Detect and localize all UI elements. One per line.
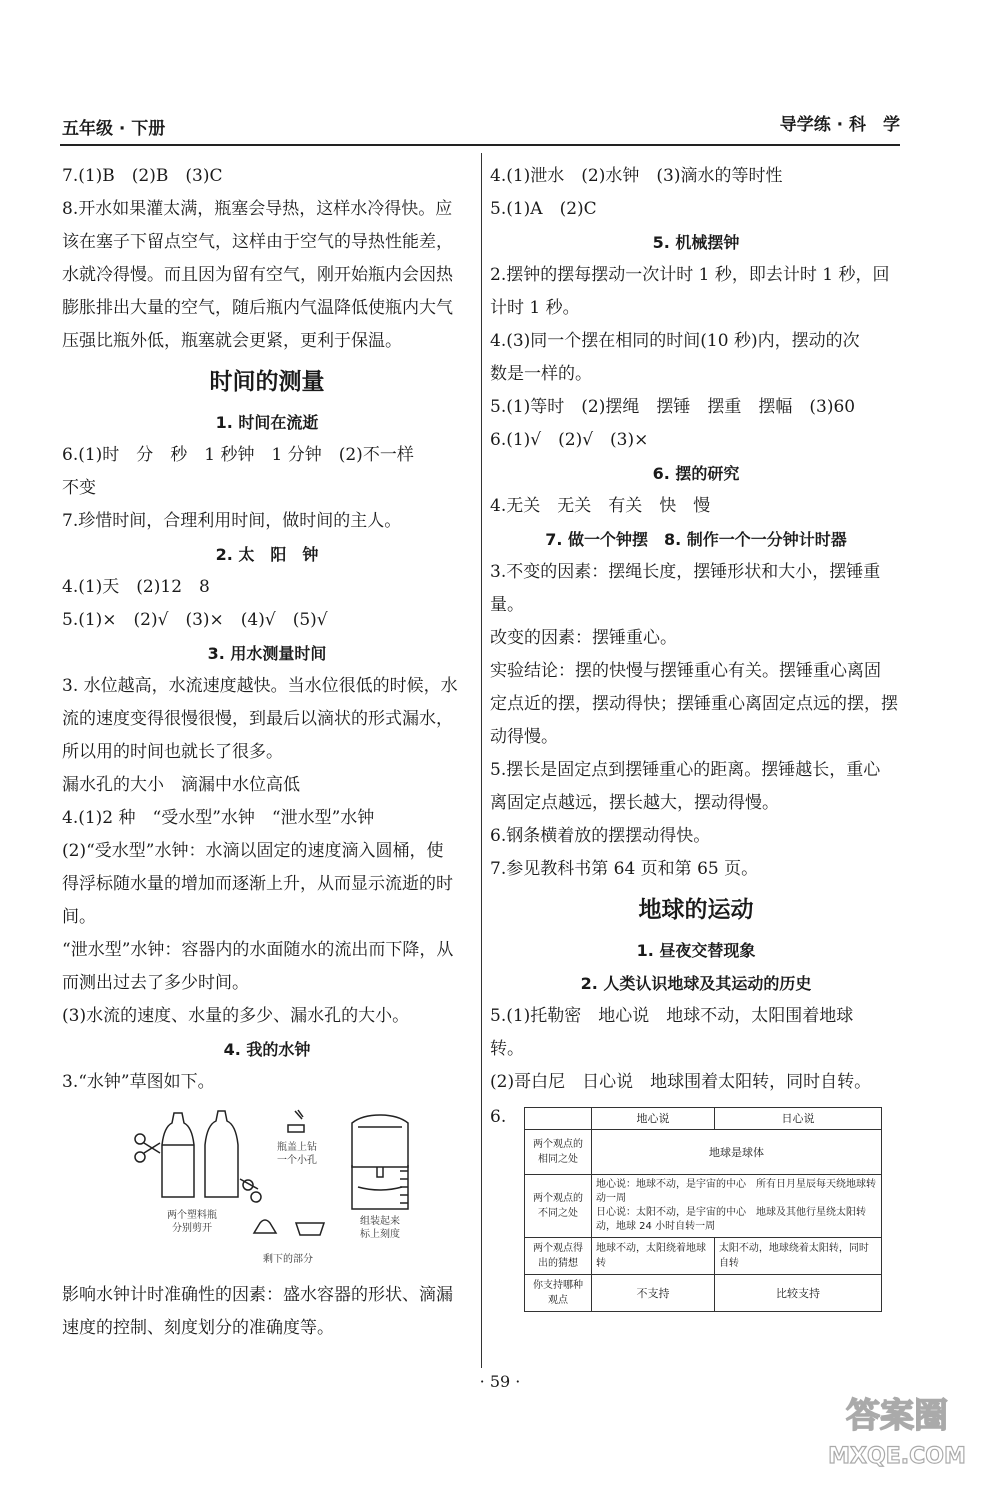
answer-line: 量。	[490, 595, 524, 615]
table-header-geocentric: 地心说	[592, 1108, 715, 1130]
comparison-table	[524, 1107, 882, 1312]
table-cell: 地球不动，太阳绕着地球转	[592, 1238, 715, 1275]
answer-line: 5.摆长是固定点到摆锤重心的距离。摆锤越长，重心	[490, 760, 881, 780]
table-row	[525, 1275, 882, 1312]
watermark-top: 答案圈	[846, 1396, 948, 1436]
answer-line: 7.(1)B (2)B (3)C	[62, 166, 223, 186]
header-rule	[60, 144, 900, 146]
table-header-heliocentric: 日心说	[714, 1108, 881, 1130]
answer-line: 4.(1)2 种 “受水型”水钟 “泄水型”水钟	[62, 808, 375, 828]
section-title-time: 时间的测量	[209, 369, 325, 395]
answer-line: 不变	[62, 478, 96, 498]
caption-leftover: 剩下的部分	[263, 1254, 313, 1265]
sketch-drawing	[62, 1105, 472, 1275]
answer-line: 2.摆钟的摆每摆动一次计时 1 秒，即去计时 1 秒，回	[490, 265, 890, 285]
table-cell: 地球是球体	[592, 1130, 882, 1175]
answer-line: 4.(1)泄水 (2)水钟 (3)滴水的等时性	[490, 166, 783, 186]
table-cell: 不支持	[592, 1275, 715, 1312]
answer-line: “泄水型”水钟：容器内的水面随水的流出而下降，从	[62, 940, 454, 960]
answer-line: 而测出过去了多少时间。	[62, 973, 249, 993]
page-number: · 59 ·	[479, 1372, 521, 1391]
lesson-title: 4. 我的水钟	[223, 1040, 311, 1059]
watermark-logo	[825, 1385, 970, 1475]
lesson-title: 3. 用水测量时间	[207, 644, 327, 663]
table-cell	[592, 1175, 882, 1238]
caption-drill-cap: 瓶盖上钻 一个小孔	[277, 1142, 317, 1166]
answer-line: 5.(1)A (2)C	[490, 199, 597, 219]
lesson-title: 7. 做一个钟摆 8. 制作一个一分钟计时器	[545, 530, 847, 549]
answer-line: 实验结论：摆的快慢与摆锤重心有关。摆锤重心离固	[490, 661, 881, 681]
comparison-table-block	[490, 1105, 902, 1340]
watermark-bottom: MXQE.COM	[828, 1444, 966, 1469]
answer-line: 改变的因素：摆锤重心。	[490, 628, 677, 648]
answer-line: (2)哥白尼 日心说 地球围着太阳转，同时自转。	[490, 1072, 872, 1092]
table-row-header: 两个观点的不同之处	[525, 1175, 592, 1238]
answer-line: (2)“受水型”水钟：水滴以固定的速度滴入圆桶，使	[62, 841, 444, 861]
header-subject: 导学练 · 科 学	[779, 115, 900, 135]
answer-line: 8.开水如果灌太满，瓶塞会导热，这样水冷得快。应	[62, 199, 453, 219]
answer-line: 3. 水位越高，水流速度越快。当水位很低的时候，水	[62, 676, 458, 696]
answer-line: 数是一样的。	[490, 364, 592, 384]
answer-line: 5.(1)× (2)√ (3)× (4)√ (5)√	[62, 610, 328, 630]
table-row	[525, 1130, 882, 1175]
answer-line: 流的速度变得很慢很慢，到最后以滴状的形式漏水，	[62, 709, 453, 729]
table-row	[525, 1238, 882, 1275]
answer-line: 压强比瓶外低，瓶塞就会更紧，更利于保温。	[62, 331, 402, 351]
lesson-title: 2. 人类认识地球及其运动的历史	[580, 974, 812, 993]
answer-line: 所以用的时间也就长了很多。	[62, 742, 283, 762]
answer-line: 影响水钟计时准确性的因素：盛水容器的形状、滴漏	[62, 1285, 453, 1305]
answer-line: 间。	[62, 907, 96, 927]
answer-line: 6.钢条横着放的摆摆动得快。	[490, 826, 711, 846]
answer-line: 4.无关 无关 有关 快 慢	[490, 496, 711, 516]
answer-line: 膨胀排出大量的空气，随后瓶内气温降低使瓶内大气	[62, 298, 453, 318]
lesson-title: 1. 时间在流逝	[215, 413, 319, 432]
lesson-title: 2. 太 阳 钟	[215, 545, 319, 564]
right-column	[490, 160, 902, 1340]
table-row-header: 两个观点得出的猜想	[525, 1238, 592, 1275]
left-column	[62, 160, 472, 1345]
heliocentric-view: 日心说：太阳不动，是宇宙的中心 地球及其他行星绕太阳转动，地球 24 小时自转一周	[596, 1207, 866, 1232]
answer-line: 离固定点越远，摆长越大，摆动得慢。	[490, 793, 779, 813]
answer-line: 5.(1)等时 (2)摆绳 摆锤 摆重 摆幅 (3)60	[490, 397, 856, 417]
answer-line: 得浮标随水量的增加而逐渐上升，从而显示流逝的时	[62, 874, 453, 894]
answer-line: 6.(1)时 分 秒 1 秒钟 1 分钟 (2)不一样	[62, 445, 414, 465]
answer-line: 定点近的摆，摆动得快；摆锤重心离固定点远的摆，摆	[490, 694, 898, 714]
answer-line: 计时 1 秒。	[490, 298, 580, 318]
table-row	[525, 1108, 882, 1130]
caption-cut-bottles: 两个塑料瓶 分别剪开	[167, 1210, 217, 1234]
water-clock-sketch	[62, 1105, 472, 1275]
answer-line: 4.(1)天 (2)12 8	[62, 577, 210, 597]
lesson-title: 1. 昼夜交替现象	[636, 941, 756, 960]
lesson-title: 5. 机械摆钟	[652, 233, 740, 252]
answer-line: 7.珍惜时间，合理利用时间，做时间的主人。	[62, 511, 402, 531]
table-cell	[525, 1108, 592, 1130]
table-row	[525, 1175, 882, 1238]
answer-line: 5.(1)托勒密 地心说 地球不动，太阳围着地球	[490, 1006, 854, 1026]
answer-line: 水就冷得慢。而且因为留有空气，刚开始瓶内会因热	[62, 265, 453, 285]
table-cell: 太阳不动，地球绕着太阳转，同时自转	[714, 1238, 881, 1275]
answer-line: 转。	[490, 1039, 524, 1059]
header-grade: 五年级 · 下册	[62, 119, 166, 139]
geocentric-view: 地心说：地球不动，是宇宙的中心 所有日月星辰每天绕地球转动一周	[596, 1179, 876, 1204]
table-row-header: 两个观点的相同之处	[525, 1130, 592, 1175]
table-cell: 比较支持	[714, 1275, 881, 1312]
answer-line: 速度的控制、刻度划分的准确度等。	[62, 1318, 334, 1338]
table-row-header: 你支持哪种观点	[525, 1275, 592, 1312]
answer-line: (3)水流的速度、水量的多少、漏水孔的大小。	[62, 1006, 410, 1026]
answer-line: 3.“水钟”草图如下。	[62, 1072, 215, 1092]
answer-line: 漏水孔的大小 滴漏中水位高低	[62, 775, 300, 795]
section-title-earth: 地球的运动	[638, 897, 754, 923]
answer-line: 动得慢。	[490, 727, 558, 747]
answer-line: 该在塞子下留点空气，这样由于空气的导热性能差，	[62, 232, 453, 252]
answer-line: 6.(1)√ (2)√ (3)×	[490, 430, 649, 450]
lesson-title: 6. 摆的研究	[652, 464, 740, 483]
answer-line: 3.不变的因素：摆绳长度，摆锤形状和大小，摆锤重	[490, 562, 881, 582]
answer-line: 7.参见教科书第 64 页和第 65 页。	[490, 859, 759, 879]
question-number: 6.	[490, 1107, 507, 1127]
caption-assemble: 组装起来 标上刻度	[360, 1216, 400, 1240]
answer-line: 4.(3)同一个摆在相同的时间(10 秒)内，摆动的次	[490, 331, 860, 351]
column-divider	[481, 153, 482, 1368]
